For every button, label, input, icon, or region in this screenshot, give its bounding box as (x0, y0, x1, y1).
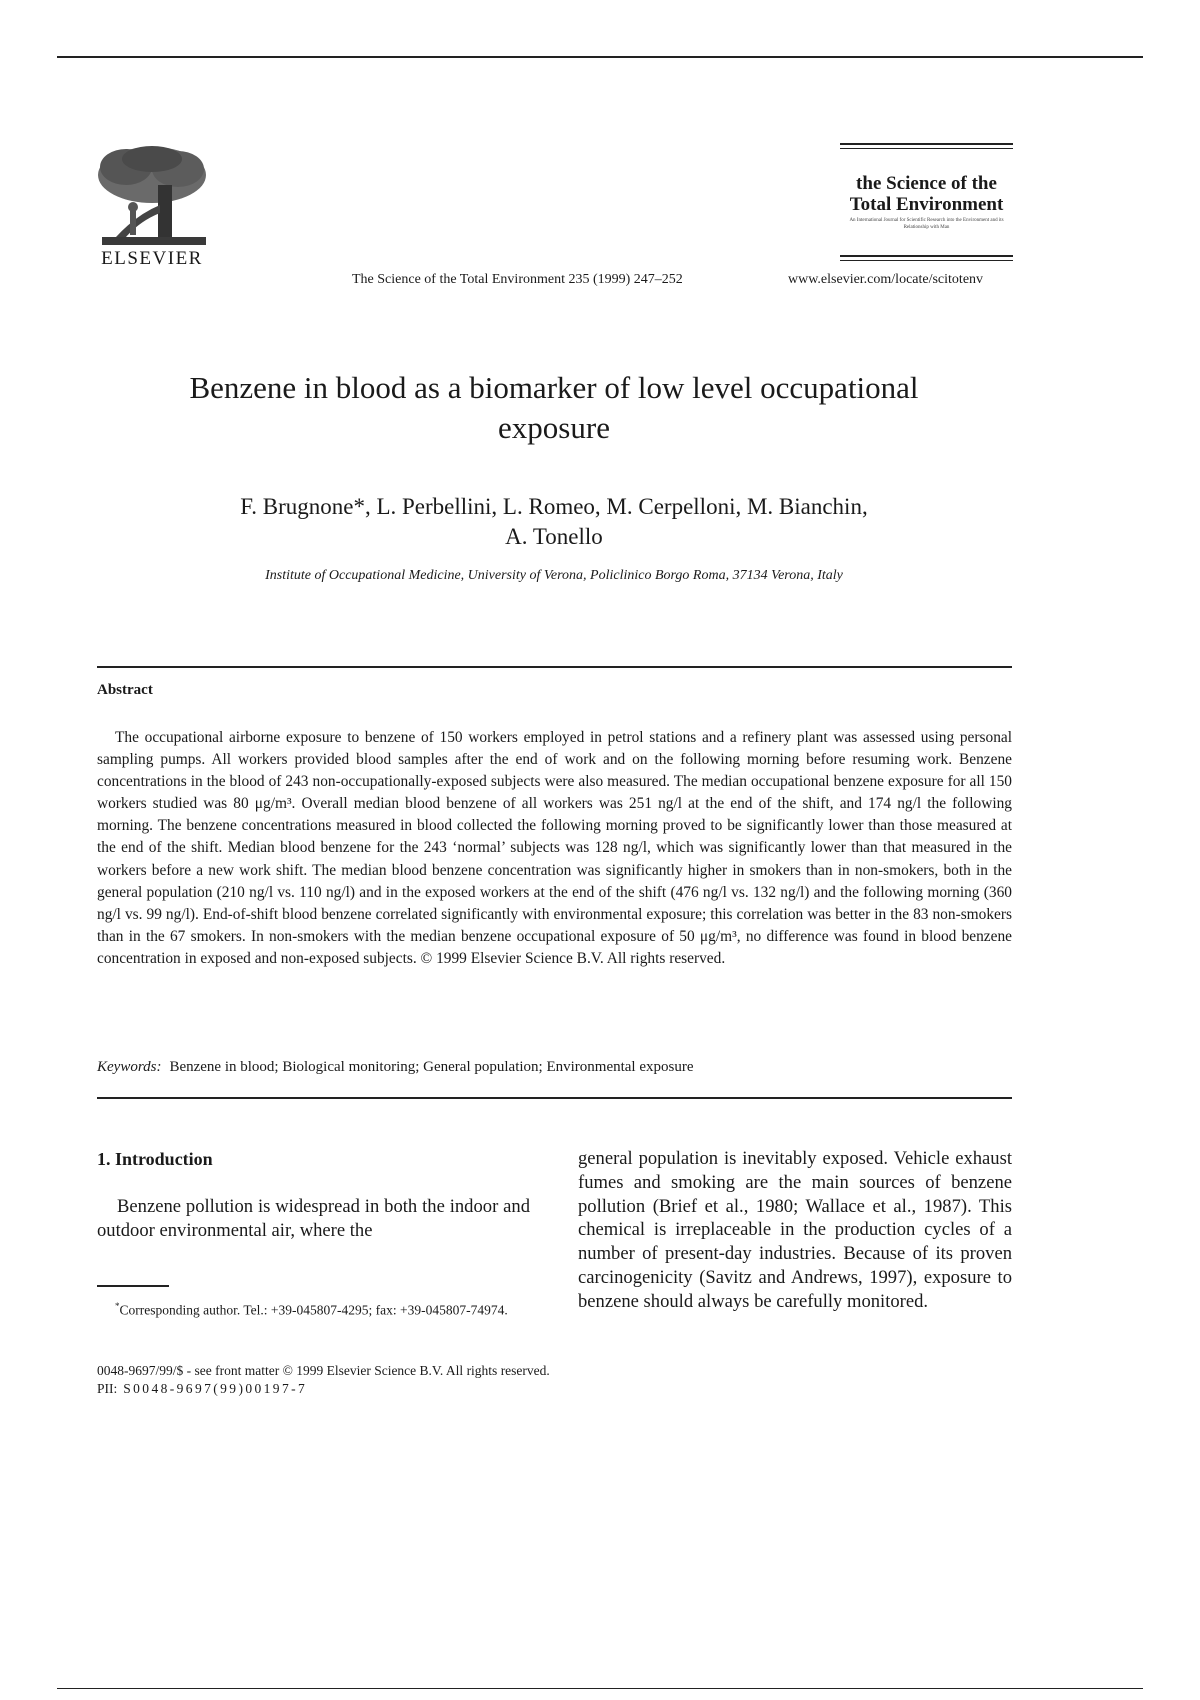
pii-line (97, 1381, 307, 1397)
keywords (97, 1059, 1012, 1076)
pii-value: S0048-9697(99)00197-7 (123, 1381, 308, 1396)
journal-title-line2: Total Environment (849, 194, 1004, 215)
publisher-name: ELSEVIER (101, 248, 203, 269)
abstract-text: The occupational airborne exposure to benzene of 150 workers employed in petrol stations and a refinery plant was assessed using personal sampling pumps. All workers provided blood samples after the end of work and on the following morning before resuming work. Benzene concentrations in the blood of 243 non-occupationally-exposed subjects were also measured. The median occupational benzene exposure for all 150 workers studied was 80 μg/m³. Overall median blood benzene of all workers was 251 ng/l at the end of the shift, and 174 ng/l the following morning. The benzene concentrations measured in blood collected the following morning proved to be significantly lower than those measured at the end of the shift. Median blood benzene for the 243 ‘normal’ subjects was 128 ng/l, which was significantly lower than that measured in the workers before a new work shift. The median blood benzene concentration was significantly higher in smokers than in non-smokers, both in the general population (210 ng/l vs. 110 ng/l) and in the exposed workers at the end of the shift (476 ng/l vs. 132 ng/l) and the following morning (360 ng/l vs. 99 ng/l). End-of-shift blood benzene correlated significantly with environmental exposure; this correlation was better in the 83 non-smokers than in the 67 smokers. In non-smokers with the median benzene occupational exposure of 50 μg/m³, no difference was found in blood benzene concentration in exposed and non-exposed subjects. © 1999 Elsevier Science B.V. All rights reserved. (97, 729, 1012, 967)
bottom-rule (57, 1688, 1143, 1689)
authors-line-1: F. Brugnone*, L. Perbellini, L. Romeo, M. Cerpelloni, M. Bianchin, (240, 494, 868, 519)
masthead-top-rule (840, 143, 1013, 149)
pii-label: PII: (97, 1381, 118, 1396)
article-title: Benzene in blood as a biomarker of low level occupational exposure (189, 370, 919, 445)
section-heading-introduction: 1. Introduction (97, 1149, 213, 1169)
journal-url[interactable]: www.elsevier.com/locate/scitotenv (788, 272, 984, 287)
keywords-list: Benzene in blood; Biological monitoring; General population; Environmental exposure (169, 1059, 694, 1075)
journal-masthead (840, 143, 1013, 265)
masthead-bottom-rule (840, 255, 1013, 261)
abstract-heading: Abstract (97, 682, 153, 698)
journal-title-line1: the Science of the (856, 173, 997, 194)
front-matter-line: 0048-9697/99/$ - see front matter © 1999 Elsevier Science B.V. All rights reserved. (97, 1363, 550, 1378)
citation-line: The Science of the Total Environment 235 (1999) 247–252 (352, 272, 683, 287)
abstract-bottom-rule (97, 1097, 1012, 1099)
abstract-top-rule (97, 666, 1012, 668)
authors-line-2: A. Tonello (505, 524, 603, 549)
top-rule (57, 56, 1143, 58)
footnote-mark: * (115, 1301, 120, 1311)
affiliation: Institute of Occupational Medicine, University of Verona, Policlinico Borgo Roma, 37134 Verona, Italy (265, 568, 843, 583)
intro-right-column: general population is inevitably exposed. Vehicle exhaust fumes and smoking are the main sources of benzene pollution (Brief et al., 1980; Wallace et al., 1987). This chemical is irreplaceable in the production cycles of a number of present-day industries. Because of its proven carcinogenicity (Savitz and Andrews, 1997), exposure to benzene should always be carefully monitored. (578, 1148, 1012, 1312)
footnote-text: Corresponding author. Tel.: +39-045807-4295; fax: +39-045807-74974. (119, 1302, 508, 1318)
journal-title (840, 173, 1013, 215)
footnote (97, 1296, 530, 1321)
keywords-label: Keywords: (97, 1059, 162, 1075)
author-list (150, 492, 958, 552)
footnote-rule (97, 1285, 169, 1287)
journal-subtitle: An International Journal for Scientific Research into the Environment and its Relationship with Man (849, 218, 1004, 230)
intro-left-column: Benzene pollution is widespread in both the indoor and outdoor environmental air, where the (97, 1196, 530, 1241)
